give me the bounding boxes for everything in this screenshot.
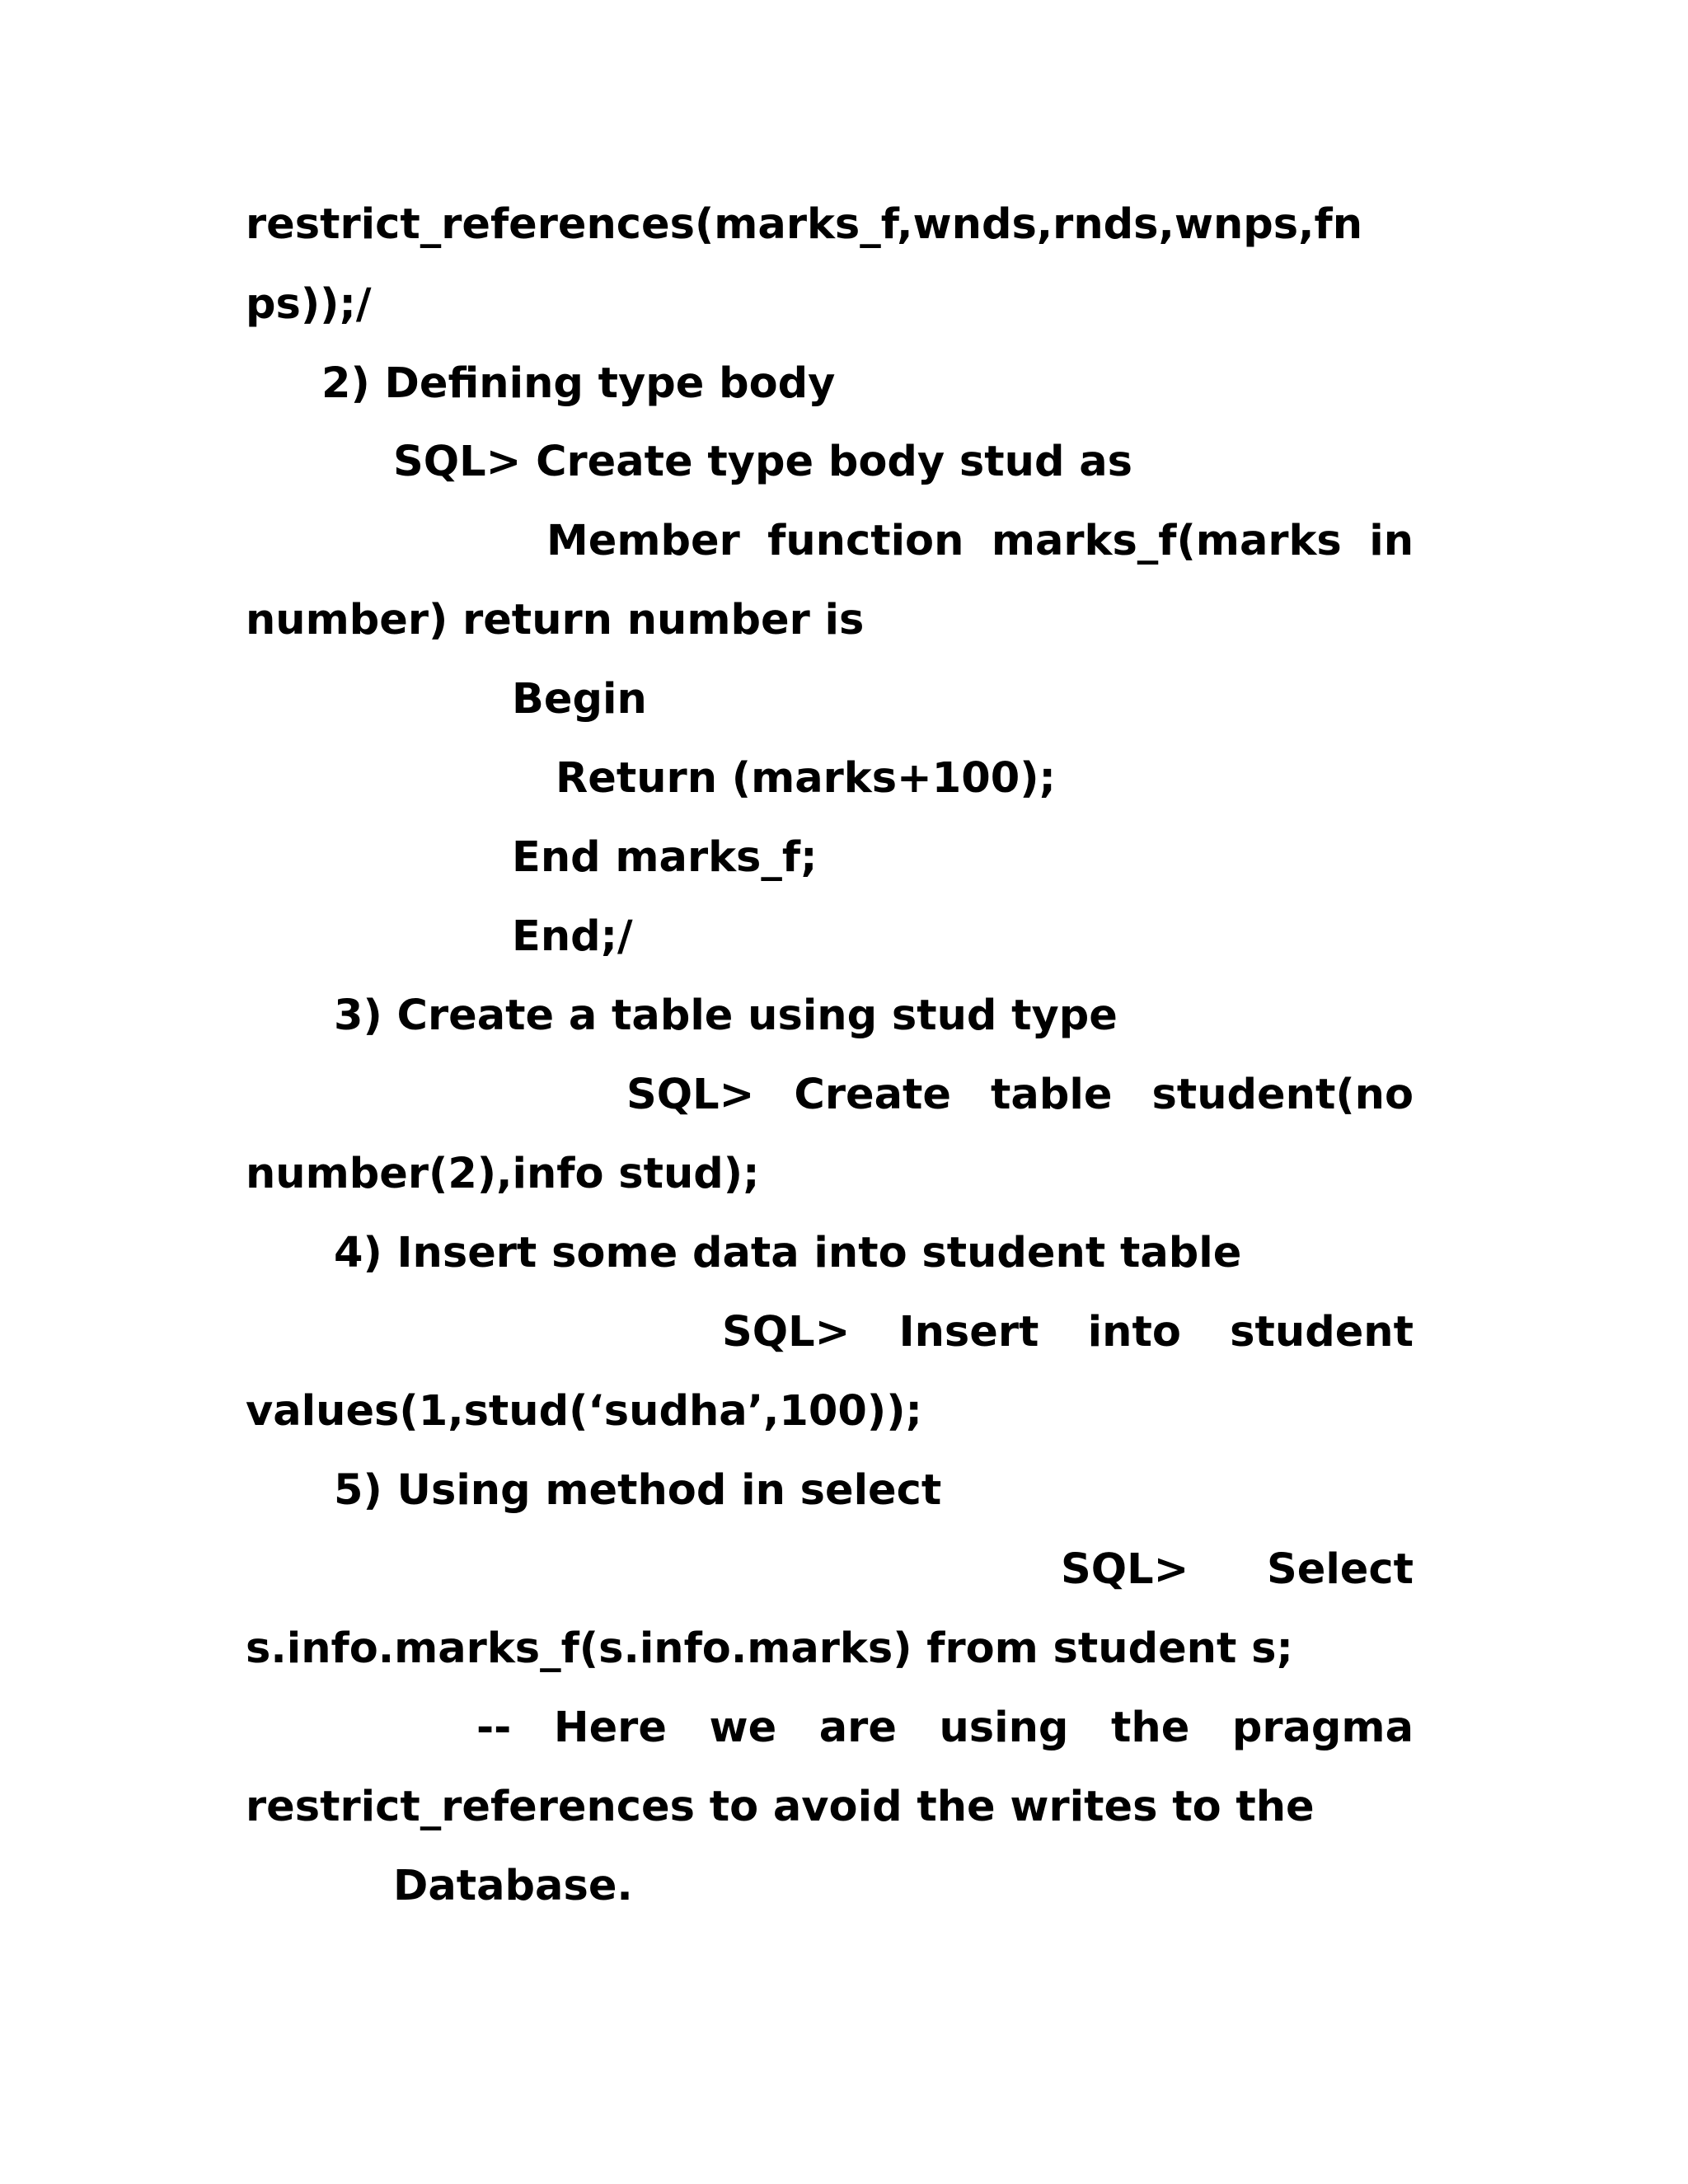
text-line-12: SQL> Create table student(no [626, 1071, 1414, 1119]
text-line-15: SQL> Insert into student [722, 1308, 1414, 1357]
text-line-22: Database. [393, 1862, 633, 1910]
text-line-6: number) return number is [246, 596, 865, 644]
text-line-8: Return (marks+100); [556, 754, 1056, 803]
text-line-7: Begin [512, 675, 647, 724]
text-line-5: Member function marks_f(marks in [546, 517, 1414, 565]
text-line-10: End;/ [512, 912, 633, 961]
text-line-3: 2) Defining type body [321, 359, 836, 408]
text-line-1: restrict_references(marks_f,wnds,rnds,wnps,fn [246, 200, 1363, 249]
text-line-18: SQL> Select [1061, 1545, 1414, 1594]
text-line-14: 4) Insert some data into student table [334, 1229, 1242, 1277]
text-line-13: number(2),info stud); [246, 1150, 760, 1198]
text-line-19: s.info.marks_f(s.info.marks) from student s; [246, 1624, 1293, 1673]
text-line-16: values(1,stud(‘sudha’,100)); [246, 1387, 922, 1436]
text-line-17: 5) Using method in select [334, 1466, 942, 1515]
text-line-11: 3) Create a table using stud type [334, 991, 1118, 1040]
text-line-4: SQL> Create type body stud as [393, 438, 1132, 486]
text-line-21: restrict_references to avoid the writes to the [246, 1783, 1315, 1831]
text-line-2: ps));/ [246, 280, 372, 329]
text-line-9: End marks_f; [512, 833, 818, 882]
text-line-20: -- Here we are using the pragma [476, 1704, 1414, 1752]
